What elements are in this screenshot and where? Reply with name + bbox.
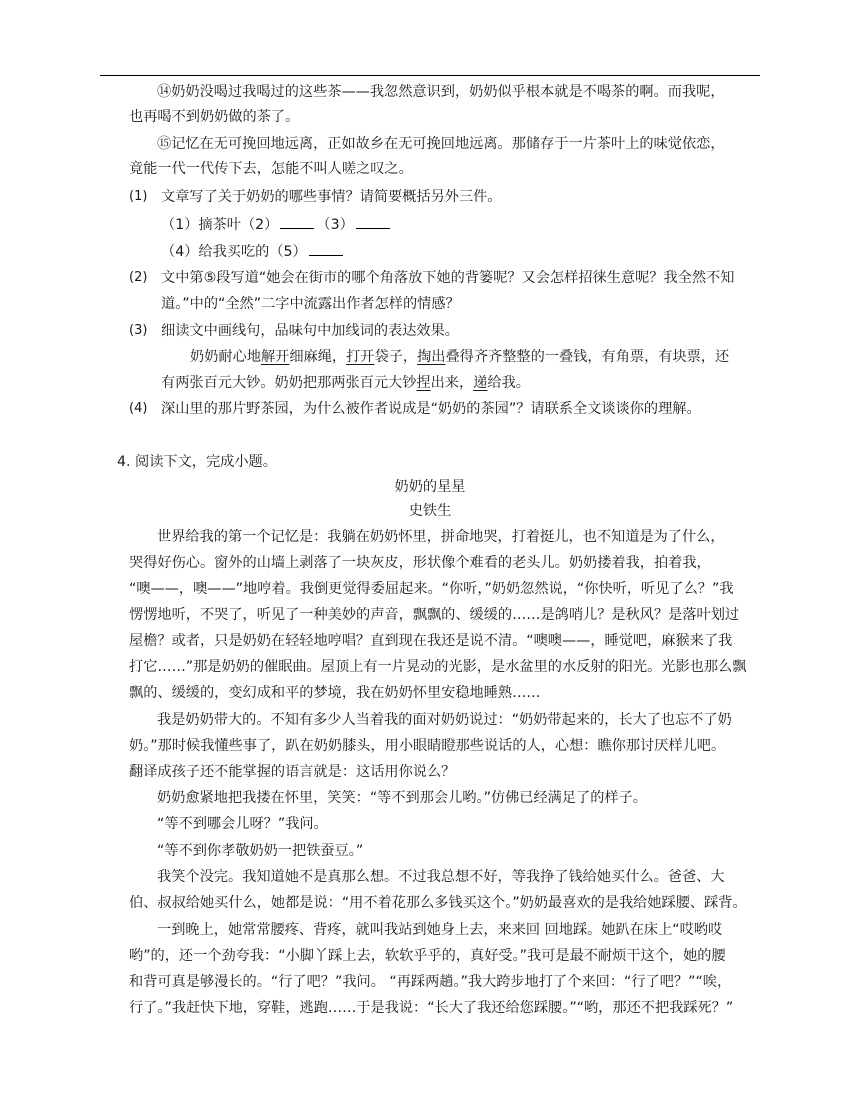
- sub-3-label: （3）: [316, 217, 354, 233]
- question-1-sub-row-2: [161, 241, 345, 262]
- paragraph-14-line-2: 也再喝不到奶奶做的茶了。: [129, 109, 300, 125]
- body-line-6: 打它……”那是奶奶的催眠曲。屋顶上有一片晃动的光影，是水盆里的水反射的阳光。光影也那么飘: [129, 659, 747, 675]
- question-1-number: (1): [129, 189, 148, 204]
- body-line-13: “等不到你孝敬奶奶一把铁蚕豆。”: [157, 843, 364, 859]
- sub-4-5-label: （4）给我买吃的（5）: [161, 244, 307, 260]
- question-4-number: (4): [129, 401, 148, 416]
- body-line-1: 世界给我的第一个记忆是：我躺在奶奶怀里，拼命地哭，打着挺儿，也不知道是为了什么，: [157, 529, 725, 545]
- question-3-text: 细读文中画线句，品味句中加线词的表达效果。: [161, 323, 459, 339]
- question-1-text: 文章写了关于奶奶的哪些事情？请简要概括另外三件。: [161, 189, 502, 205]
- body-line-3: “噢——，噢——”地哼着。我倒更觉得委屈起来。“你听，”奶奶忽然说，“你快听，听见了么？”我: [129, 581, 734, 597]
- underlined-word-jiekai: 解开: [260, 349, 290, 365]
- body-line-4: 愣愣地听，不哭了，听见了一种美妙的声音，飘飘的、缓缓的……是鸽哨儿？是秋风？是落叶划过: [129, 607, 740, 623]
- paragraph-15-line-1: ⑮记忆在无可挽回地远离，正如故乡在无可挽回地远离。那储存于一片茶叶上的味觉依恋，: [157, 136, 725, 152]
- body-line-9: 奶。”那时候我懂些事了，趴在奶奶膝头，用小眼睛瞪那些说话的人，心想：瞧你那讨厌样儿吧。: [129, 738, 726, 754]
- underlined-word-dakai: 打开: [346, 349, 375, 365]
- body-line-19: 行了。”我赶快下地，穿鞋，逃跑……于是我说：“长大了我还给您踩腰。”“哟，那还不把我踩死？”: [129, 1000, 734, 1016]
- answer-blank-3[interactable]: [356, 214, 390, 229]
- question-4-text: 深山里的那片野茶园，为什么被作者说成是“奶奶的茶园”？请联系全文谈谈你的理解。: [161, 401, 701, 417]
- answer-blank-5[interactable]: [309, 241, 343, 256]
- body-line-15: 伯、叔叔给她买什么，她都是说：“用不着花那么多钱买这个。”奶奶最喜欢的是我给她踩腰、踩背。: [129, 895, 747, 911]
- passage-title: 奶奶的星星: [394, 479, 466, 495]
- question-2-line-2: 道。”中的“全然”二字中流露出作者怎样的情感？: [161, 296, 460, 312]
- body-line-12: “等不到哪会儿呀？”我问。: [157, 816, 328, 832]
- body-line-7: 飘的、缓缓的，变幻成和平的梦境，我在奶奶怀里安稳地睡熟……: [129, 685, 541, 701]
- underlined-word-taochu: 掏出: [417, 349, 446, 365]
- quoted-sentence-line-2: 有两张百元大钞。奶奶把那两张百元大钞捏出来，递给我。: [161, 375, 530, 391]
- underlined-word-nie: 捏: [416, 375, 431, 391]
- body-line-18: 和背可真是够漫长的。“行了吧？”我问。 “再踩两趟。”我大跨步地打了个来回：“行了吧？”“唉，: [129, 974, 732, 990]
- header-rule: [100, 75, 760, 76]
- answer-blank-2[interactable]: [280, 214, 314, 229]
- paragraph-14-line-1: ⑭奶奶没喝过我喝过的这些茶——我忽然意识到，奶奶似乎根本就是不喝茶的啊。而我呢，: [157, 84, 725, 100]
- question-2-line-1: 文中第⑤段写道“她会在街市的哪个角落放下她的背篓呢？又会怎样招徕生意呢？我全然不知: [161, 270, 735, 286]
- question-3-number: (3): [129, 323, 148, 338]
- question-1-sub-row-1: [161, 214, 392, 235]
- body-line-2: 哭得好伤心。窗外的山墙上剥落了一块灰皮，形状像个难看的老头儿。奶奶搂着我，拍着我，: [129, 555, 711, 571]
- quoted-sentence-line-1: 奶奶耐心地解开细麻绳，打开袋子，掏出叠得齐齐整整的一叠钱，有角票，有块票，还: [190, 349, 730, 365]
- question-2-number: (2): [129, 270, 148, 285]
- section-4-intro: 4. 阅读下文，完成小题。: [117, 454, 277, 470]
- sub-1-2-label: （1）摘茶叶（2）: [161, 217, 279, 233]
- passage-author: 史铁生: [408, 503, 452, 519]
- body-line-16: 一到晚上，她常常腰疼、背疼，就叫我站到她身上去，来来回 回地踩。她趴在床上“哎哟哎: [157, 922, 723, 938]
- body-line-17: 哟”的，还一个劲夸我：“小脚丫踩上去，软软乎乎的，真好受。”我可是最不耐烦干这个，她的腰: [129, 948, 726, 964]
- paragraph-15-line-2: 竟能一代一代传下去，怎能不叫人嗟之叹之。: [129, 161, 413, 177]
- body-line-5: 屋檐？或者，只是奶奶在轻轻地哼唱？直到现在我还是说不清。“噢噢——，睡觉吧，麻猴来了我: [129, 633, 733, 649]
- body-line-11: 奶奶愈紧地把我搂在怀里，笑笑：“等不到那会儿哟。”仿佛已经满足了的样子。: [157, 790, 647, 806]
- body-line-14: 我笑个没完。我知道她不是真那么想。不过我总想不好，等我挣了钱给她买什么。爸爸、大: [157, 869, 725, 885]
- underlined-word-di: 递: [473, 375, 488, 391]
- body-line-10: 翻译成孩子还不能掌握的语言就是：这话用你说么？: [129, 764, 456, 780]
- body-line-8: 我是奶奶带大的。不知有多少人当着我的面对奶奶说过：“奶奶带起来的，长大了也忘不了奶: [157, 712, 732, 728]
